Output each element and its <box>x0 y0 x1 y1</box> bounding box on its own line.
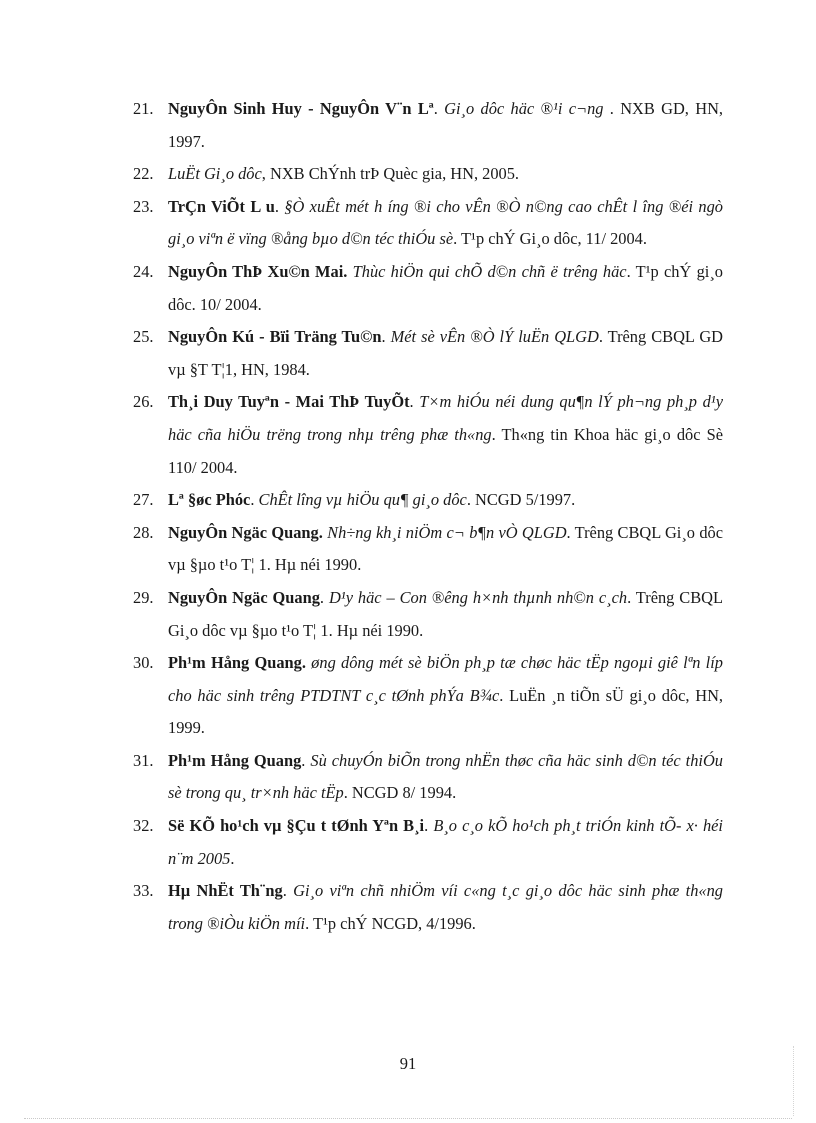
reference-author: NguyÔn Ngäc Quang <box>168 587 320 607</box>
reference-item: 26. Th¸i Duy Tuyªn - Mai ThÞ TuyÕt. T×m hiÓu néi dung qu¶n lÝ ph¬ng ph¸p d¹y häc cña hiÖu trëng trong nhµ trêng phæ th«ng. Th«ng tin Khoa häc gi¸o dôc Sè 110/ 2004. <box>133 386 723 484</box>
reference-publication: . NCGD 5/1997. <box>466 490 576 510</box>
reference-title: T×m hiÓu néi dung qu¶n lÝ ph¬ng ph¸p d¹y häc cña hiÖu trëng trong nhµ trêng phæ th«ng <box>168 392 724 444</box>
reference-title: §Ò xuÊt mét h íng ®i cho vÊn ®Ò n©ng cao chÊt l îng ®éi ngò gi¸o viªn ë vïng ®ång bµo d©n téc thiÓu sè <box>168 196 723 249</box>
reference-author: Së KÕ ho¹ch vµ §Çu t tØnh Yªn B¸i <box>168 816 425 836</box>
reference-publication: . T¹p chÝ Gi¸o dôc, 11/ 2004. <box>453 229 647 249</box>
reference-title: Gi¸o dôc häc ®¹i c¬ng <box>444 99 604 118</box>
reference-author: Hµ NhËt Th¨ng <box>168 881 283 901</box>
reference-number: 28. <box>133 522 154 542</box>
reference-number: 32. <box>133 816 154 836</box>
page-number: 91 <box>399 1054 417 1073</box>
reference-author: Ph¹m Hång Quang <box>168 750 302 770</box>
reference-title: Sù chuyÓn biÕn trong nhËn thøc cña häc sinh d©n téc thiÓu sè trong qu¸ tr×nh häc tËp <box>168 750 723 803</box>
reference-title: Thùc hiÖn qui chÕ d©n chñ ë trêng häc <box>352 261 627 281</box>
reference-title: D¹y häc – Con ®êng h×nh thµnh nh©n c¸ch <box>328 587 628 607</box>
reference-author: Ph¹m Hång Quang. <box>168 653 306 673</box>
reference-publication: . Trêng CBQL Gi¸o dôc vµ §µo t¹o T¦ 1. Hµ néi 1990. <box>168 587 723 640</box>
page-bottom-divider <box>24 1118 792 1119</box>
reference-item <box>133 158 723 191</box>
reference-item: 27. Lª §øc Phóc. ChÊt lîng vµ hiÖu qu¶ gi¸o dôc. NCGD 5/1997. <box>133 484 723 517</box>
reference-author: Th¸i Duy Tuyªn - Mai ThÞ TuyÕt <box>168 392 410 412</box>
reference-number: 24. <box>133 261 154 281</box>
reference-number: 26. <box>133 392 154 412</box>
reference-item <box>133 517 723 582</box>
reference-publication: . Trêng CBQL Gi¸o dôc vµ §µo t¹o T¦ 1. Hµ néi 1990. <box>168 522 723 575</box>
reference-title: Mét sè vÊn ®Ò lÝ luËn QLGD <box>390 327 599 347</box>
reference-author: Lª §øc Phóc <box>168 490 251 510</box>
reference-author: NguyÔn Kú - Bïi Träng Tu©n <box>168 327 382 347</box>
reference-publication: . Trêng CBQL GD vµ §T T¦1, HN, 1984. <box>168 327 724 379</box>
reference-item: 31. Ph¹m Hång Quang. Sù chuyÓn biÕn trong nhËn thøc cña häc sinh d©n téc thiÓu sè trong qu¸ tr×nh häc tËp. NCGD 8/ 1994. <box>133 745 723 810</box>
reference-number: 22. <box>133 164 154 184</box>
reference-publication: . <box>230 848 235 868</box>
page-edge-divider <box>793 1046 794 1116</box>
reference-title: Gi¸o viªn chñ nhiÖm víi c«ng t¸c gi¸o dôc häc sinh phæ th«ng trong ®iÒu kiÖn míi <box>168 881 723 933</box>
reference-publication: . Th«ng tin Khoa häc gi¸o dôc Sè 110/ 2004. <box>168 424 723 477</box>
reference-title: LuËt Gi¸o dôc <box>168 164 262 184</box>
reference-number: 23. <box>133 196 154 216</box>
reference-author: NguyÔn Ngäc Quang. <box>168 522 323 542</box>
reference-number: 30. <box>133 653 154 673</box>
reference-number: 21. <box>133 99 154 118</box>
reference-number: 25. <box>133 327 154 347</box>
reference-number: 27. <box>133 490 154 510</box>
reference-item: 23. TrÇn ViÕt L u. §Ò xuÊt mét h íng ®i cho vÊn ®Ò n©ng cao chÊt l îng ®éi ngò gi¸o viªn ë vïng ®ång bµo d©n téc thiÓu sè. T¹p chÝ Gi¸o dôc, 11/ 2004. <box>133 191 723 256</box>
reference-publication: . LuËn ¸n tiÕn sÜ gi¸o dôc, HN, 1999. <box>168 685 723 738</box>
reference-title: Nh÷ng kh¸i niÖm c¬ b¶n vÒ QLGD <box>327 522 567 542</box>
reference-item: 32. Së KÕ ho¹ch vµ §Çu t tØnh Yªn B¸i. B¸o c¸o kÕ ho¹ch ph¸t triÓn kinh tÕ- x· héi n¨m 2005. <box>133 810 723 875</box>
reference-author: NguyÔn Sinh Huy - NguyÔn V¨n Lª <box>168 99 434 118</box>
reference-item: 29. NguyÔn Ngäc Quang. D¹y häc – Con ®êng h×nh thµnh nh©n c¸ch. Trêng CBQL Gi¸o dôc vµ §µo t¹o T¦ 1. Hµ néi 1990. <box>133 582 723 647</box>
reference-item: 25. NguyÔn Kú - Bïi Träng Tu©n. Mét sè vÊn ®Ò lÝ luËn QLGD. Trêng CBQL GD vµ §T T¦1, HN, 1984. <box>133 321 723 386</box>
reference-number: 31. <box>133 750 154 770</box>
reference-number: 29. <box>133 587 154 607</box>
reference-item <box>133 647 723 745</box>
reference-author: NguyÔn ThÞ Xu©n Mai. <box>168 261 348 281</box>
reference-item: 21. NguyÔn Sinh Huy - NguyÔn V¨n Lª. Gi¸o dôc häc ®¹i c¬ng . NXB GD, HN, 1997. <box>133 93 723 158</box>
reference-number: 33. <box>133 881 154 901</box>
reference-item: 33. Hµ NhËt Th¨ng. Gi¸o viªn chñ nhiÖm víi c«ng t¸c gi¸o dôc häc sinh phæ th«ng trong ®iÒu kiÖn míi. T¹p chÝ NCGD, 4/1996. <box>133 875 723 940</box>
reference-publication: . NCGD 8/ 1994. <box>343 783 457 803</box>
reference-list <box>133 93 723 940</box>
reference-title: øng dông mét sè biÖn ph¸p tæ chøc häc tËp ngoµi giê lªn líp cho häc sinh trêng PTDTNT c¸c tØnh phÝa B¾c <box>168 653 723 705</box>
reference-author: TrÇn ViÕt L u <box>168 196 275 216</box>
reference-title: ChÊt lîng vµ hiÖu qu¶ gi¸o dôc <box>258 490 467 510</box>
reference-publication: . T¹p chÝ gi¸o dôc. 10/ 2004. <box>168 261 723 314</box>
reference-item <box>133 256 723 321</box>
reference-publication: . T¹p chÝ NCGD, 4/1996. <box>305 913 476 933</box>
reference-title: B¸o c¸o kÕ ho¹ch ph¸t triÓn kinh tÕ- x· héi n¨m 2005 <box>168 816 723 868</box>
reference-publication: , NXB ChÝnh trÞ Quèc gia, HN, 2005. <box>261 164 520 184</box>
reference-publication: . NXB GD, HN, 1997. <box>168 99 723 151</box>
